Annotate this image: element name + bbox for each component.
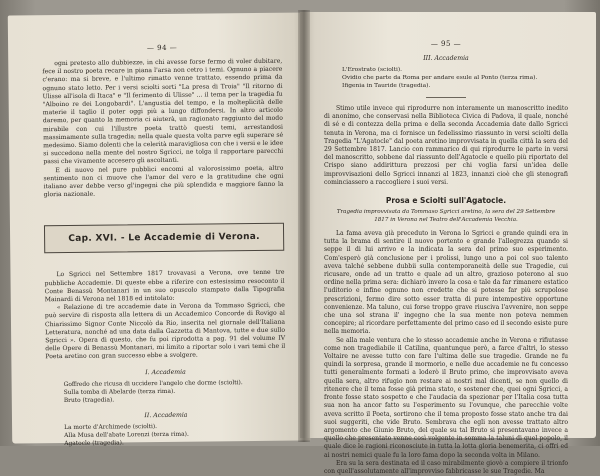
- book-gutter: [298, 10, 310, 442]
- right-page: [300, 12, 596, 475]
- academy-line: Ovidio che parte da Roma per andare esule al Ponto (terza rima).: [342, 75, 538, 81]
- academy-heading: I. Accademia: [145, 368, 186, 376]
- academy-line: La morte d'Archimede (sciolti).: [64, 423, 158, 431]
- paragraph: Se alla male ventura che lo stesso accademie anche in Verona e rifiutasse come non tragediabile il Catilina, quantunque però, a farce d'altri, lo stesso Voltaire ne avesse tutto con fare l'ultima delle sue tragedie. Grande ne fu quindi la sorpresa, grande il mormorio, e nelle due accademie ne fu concesso tutti generalmente formati a loderò il Bruto primo, che improvvisato aveva quella sera, altro rifugio non restare ai nostri mal dicenti, se non quello di ritenere che il tema fosse già prima stato, e sostener che, quei ogni Sgricci, a fronte fosse stato sospetto e che l'audacia da spezionar per l'Italia cosa tutta sua non ha ancor fatto su l'esperimento su l'ovunque, che parecchie volte aveva scritto il Poeta, sortirono che il tema proposto fosse stato anche tra dai suoi suggeriti, che vide Bruto. Sembrava che egli non avesse trattato altro argomento che Giunio Bruto, del quale su tal Bruto si presentavano invece a quello che presentato venne così volgente in somma la taluni di quel popolo, il quale dice le ragioni riconosciute in tutta la lotta gloria benemerita, ci offri ed ai nostri nemici quale fu la loro fama dopo la seconda volta in Milano.: [324, 336, 568, 459]
- paragraph: Stimo utile invece qui riprodurre non interamente un manoscritto inedito di anonimo, che conservasi nella Biblioteca Civica di Padova, il quale, nonché di sé e di contezza della prima e della seconda Accademia date dallo Sgricci tenuta in Verona, ma ci fornisce un fedelissimo riassunto in versi sciolti della Tragedia "L'Agatocle" dal poeta aretino improvvisata in quella città la sera del 29 Settembre 1817. Lancio con rammarico di qui riprodurre le parte in versi del manoscritto, sobbene dal riassunto dell'Agatocle e quello più riportato del Crispo siano addirittura prezzosi per chi voglia farsi un'idea delle improvvisazioni dello Sgricci innanzi al 1823, innanzi cioè che gli stenografi cominciassero a raccogliere i suoi versi.: [324, 105, 568, 186]
- paragraph: E di nuovo nel pure pubblici encomi al valorosissimo poeta, altro sentimento non ci muove che l'amor del vero e la gratitudine che ogni italiano aver debbe verso gl'ingegni che più splendida e maggiore fanno la gloria nazionale.: [43, 164, 284, 199]
- section-subtitle-line: Tragedia improvvisata da Tommaso Sgricci aretino, la sera del 29 Settembre: [336, 209, 556, 216]
- page-number: — 95 —: [430, 40, 462, 48]
- academy-line: Goffredo che ricusa di uccidere l'angelo che dorme (sciolti).: [63, 379, 243, 388]
- paragraph: ogni pretesto allo dubbiezze, in chi avesse forse fermo di voler dubitare, fece il nostro poeta recare in piana l'arsa non cetro i temi. Ognuno a piacere c'erano: ma si breve, e l'ultimo rimatto venne trattato, essendo prima da ognuno stato letto. Per i versi sciolti sorti "La presa di Troia" "Il ritorno di Ulisse all'isola di Itaca" e "Il ferimento di Ulisse" ... il tema per la tragedia fu "Alboino re dei Longobardi". L'angustia del tempo, e la molteplicità delle materie il taglio il poter oggi più a lungo diffondersi. In altro articolo daremo, per quanto la memoria ci aiuterà, un ragionato raggiunto del modo mirabile con cui l'illustre poeta trattò questi temi, arrestandosi massimamente sulla tragedia; nella quale questa volta parve egli superare sé medesimo. Siamo dolenti che la celerità maravigliosa con che i versi e le idee si succedono nella mente del nostro Sgricci, ne tolga il rapportare parecchi passi che vivamente accesero gli ascoltanti.: [42, 57, 284, 166]
- section-subtitle-line: 1817 in Verona nel Teatro dell'Accademia Vecchia.: [374, 216, 518, 223]
- divider: [426, 97, 466, 98]
- left-page: [8, 12, 310, 447]
- academy-line: Alla Musa dell'abate Lorenzi (terza rima).: [64, 431, 189, 439]
- paragraph: « Relazione di tre accademie date in Verona da Tommaso Sgricci, che può servire di risposta alla lettera di un Accademico Concorde di Rovigo al Chiarissimo Signor Conte Niccolò da Rio, inserita nel giornale dell'Italiana Letteratura, nonché ad una data dalla Gazzetta di Mantova, tutte e due sullo Sgricci ». Opera di questo, che fu poi riprodotta a pag. 91 del volume IV delle Opere di Benassù Montanari, mi limito a riportar solo i vari temi che il Poeta aretino con gran successo ebbe a svolgere.: [44, 301, 286, 361]
- academy-line: Sulla tomba di Abelarde (terza rima).: [63, 388, 176, 396]
- academy-line: Ifigenia in Tauride (tragedia).: [342, 83, 431, 89]
- academy-line: Agatocle (tragedia).: [64, 440, 124, 447]
- section-title: Prosa e Sciolti sull'Agatocle.: [385, 196, 507, 206]
- academy-heading: II. Accademia: [144, 411, 188, 419]
- section-subtitle: [324, 209, 568, 224]
- academy-heading: III. Accademia: [423, 55, 469, 62]
- page-number: — 94 —: [146, 43, 178, 53]
- chapter-heading-box: [44, 223, 284, 254]
- paragraph: Lo Sgricci nel Settembre 1817 trovavasi a Verona, ove tenne tre pubbliche Accademie. Di queste ebbe a riferire con estesissimo resoconto il Conte Benassù Montanari in un suo opuscolo stampato dalla Tipografia Mainardi di Verona nel 1818 ed intitolato:: [44, 269, 285, 304]
- paragraph: Era su la sera destinata ed il caso mirabilmente giovò a compiere il trionfo con quell'assolutamente all'improvviso fabbricasse le sue Tragedie. Ma: [324, 459, 568, 475]
- paragraph: La fama aveva già preceduto in Verona lo Sgricci e grande quindi era in tutta la brama di sentire il nuovo portento e grande l'allegrezza quando si seppe il di lui arrivo e la indicata la sera del primo suo esperimento. Com'esperò già conclusione per i prolissi, lungo uno a poi col suo talento aveva talché sebbene dubbii sulla contemporaneità delle sue Tragedie, cui ricusare, onde ad un tratto e quale ad un altro, grazioso poterono al suo ordine nella prima sera: dichiarò invero la cosa e tale da far rimanere estatico l'uditorio e infine ognuno non credette che si potesse far più scrupolose prescrizioni, fermo dire sotto esser tratta di pure intempestive opportune convenienze. Ma taluno, cui forse troppo grave riusciva l'avvenire, non seppe che una sol strana il' ingegno che la sua mente non poteva nemmen concepire; al ricordare perfettamente del primo caso ed il secondo esiste pure nella memoria.: [324, 230, 568, 336]
- academy-line: Bruto (tragedia).: [63, 397, 115, 404]
- academy-line: L'Erostrato (sciolti).: [342, 67, 403, 73]
- chapter-title: Cap. XVI. - Le Accademie di Verona.: [68, 232, 260, 245]
